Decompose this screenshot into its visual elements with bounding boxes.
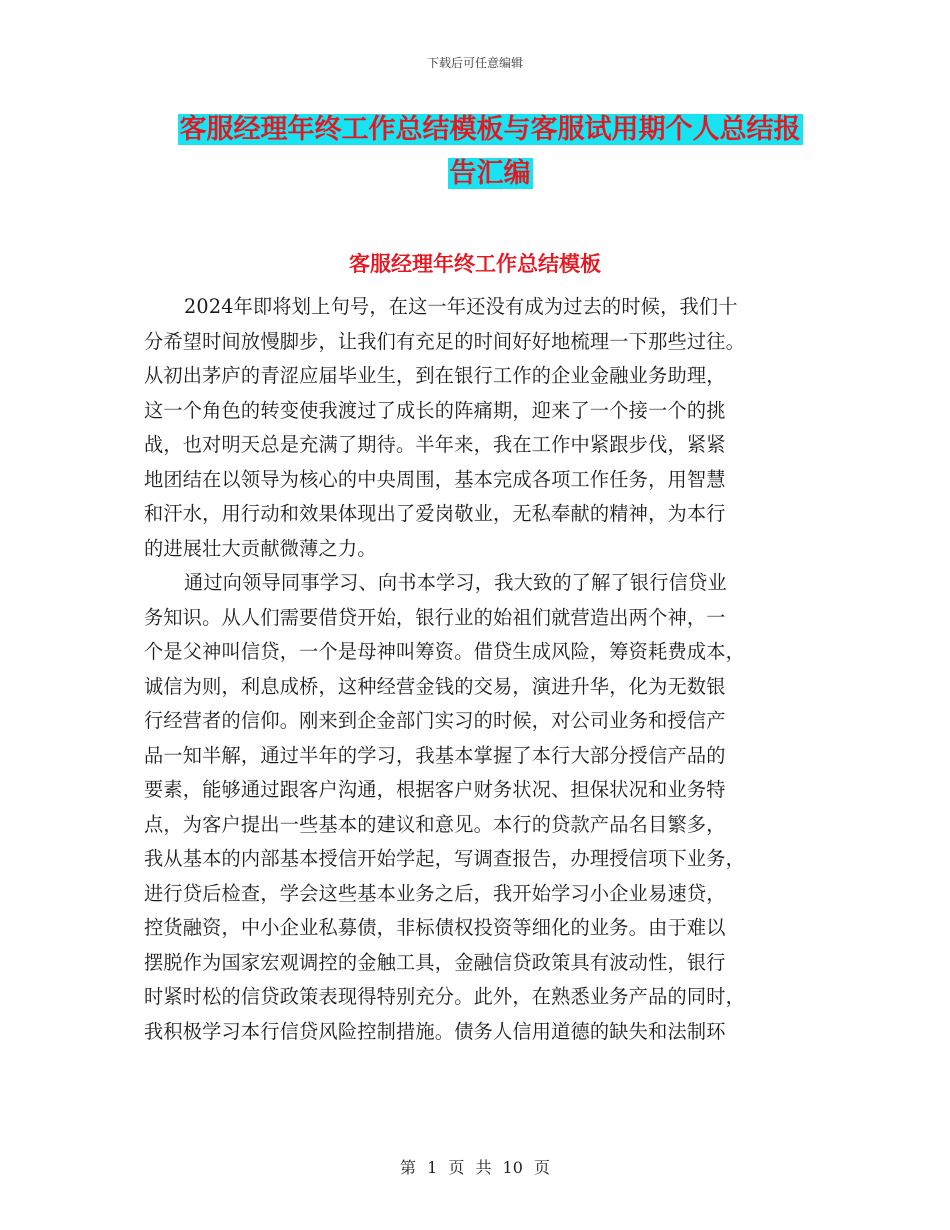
text-line: 和汗水，用行动和效果体现出了爱岗敬业，无私奉献的精神，为本行 (144, 502, 726, 525)
text-line: 点，为客户提出一些基本的建议和意见。本行的贷款产品名目繁多， (144, 812, 726, 836)
text-line: 我积极学习本行信贷风险控制措施。债务人信用道德的缺失和法制环 (144, 1019, 726, 1043)
paragraph-2 (144, 566, 810, 1049)
text-line: 个是父神叫信贷，一个是母神叫筹资。借贷生成风险，筹资耗费成本， (144, 640, 746, 663)
text-line: 从初出茅庐的青涩应届毕业生，到在银行工作的企业金融业务助理， (144, 364, 726, 387)
text-line: 摆脱作为国家宏观调控的金触工具，金融信贷政策具有波动性，银行 (144, 950, 726, 974)
document-title-line-1: 客服经理年终工作总结模板与客服试用期个人总结报 (179, 114, 801, 145)
text-line: 我从基本的内部基本授信开始学起，写调查报告，办理授信项下业务， (144, 847, 746, 870)
text-line: 这一个角色的转变使我渡过了成长的阵痛期，迎来了一个接一个的挑 (144, 398, 726, 422)
page-footer: 第 1 页 共 10 页 (400, 1158, 550, 1177)
section-title: 客服经理年终工作总结模板 (349, 252, 601, 276)
paragraph-1 (144, 290, 810, 566)
text-line: 行经营者的信仰。刚来到企金部门实习的时候，对公司业务和授信产 (144, 709, 726, 732)
text-line: 时紧时松的信贷政策表现得特别充分。此外，在熟悉业务产品的同时， (144, 985, 746, 1008)
document-title (160, 108, 820, 196)
text-line: 诚信为则，利息成桥，这种经营金钱的交易，演进升华，化为无数银 (144, 674, 726, 698)
document-title-line-2: 告汇编 (449, 158, 531, 189)
text-line: 2024年即将划上句号，在这一年还没有成为过去的时候，我们十 (184, 295, 738, 318)
text-line: 要素，能够通过跟客户沟通，根据客户财务状况、担保状况和业务特 (144, 778, 726, 801)
text-line: 品一知半解，通过半年的学习，我基本掌握了本行大部分授信产品的 (144, 743, 726, 767)
text-line: 通过向领导同事学习、向书本学习，我大致的了解了银行信贷业 (184, 571, 727, 594)
text-line: 务知识。从人们需要借贷开始，银行业的始祖们就营造出两个神，一 (144, 605, 726, 629)
text-line: 控货融资，中小企业私募债，非标债权投资等细化的业务。由于难以 (144, 916, 726, 939)
header-note: 下载后可任意编辑 (426, 56, 523, 70)
text-line: 进行贷后检查，学会这些基本业务之后，我开始学习小企业易速贷， (144, 881, 726, 905)
text-line: 地团结在以领导为核心的中央周围，基本完成各项工作任务，用智慧 (144, 467, 726, 491)
text-line: 的进展壮大贡献微薄之力。 (144, 536, 377, 560)
text-line: 分希望时间放慢脚步，让我们有充足的时间好好地梳理一下那些过往。 (144, 329, 746, 353)
body-text (144, 290, 810, 1049)
text-line: 战，也对明天总是充满了期待。半年来，我在工作中紧跟步伐，紧紧 (144, 433, 726, 456)
